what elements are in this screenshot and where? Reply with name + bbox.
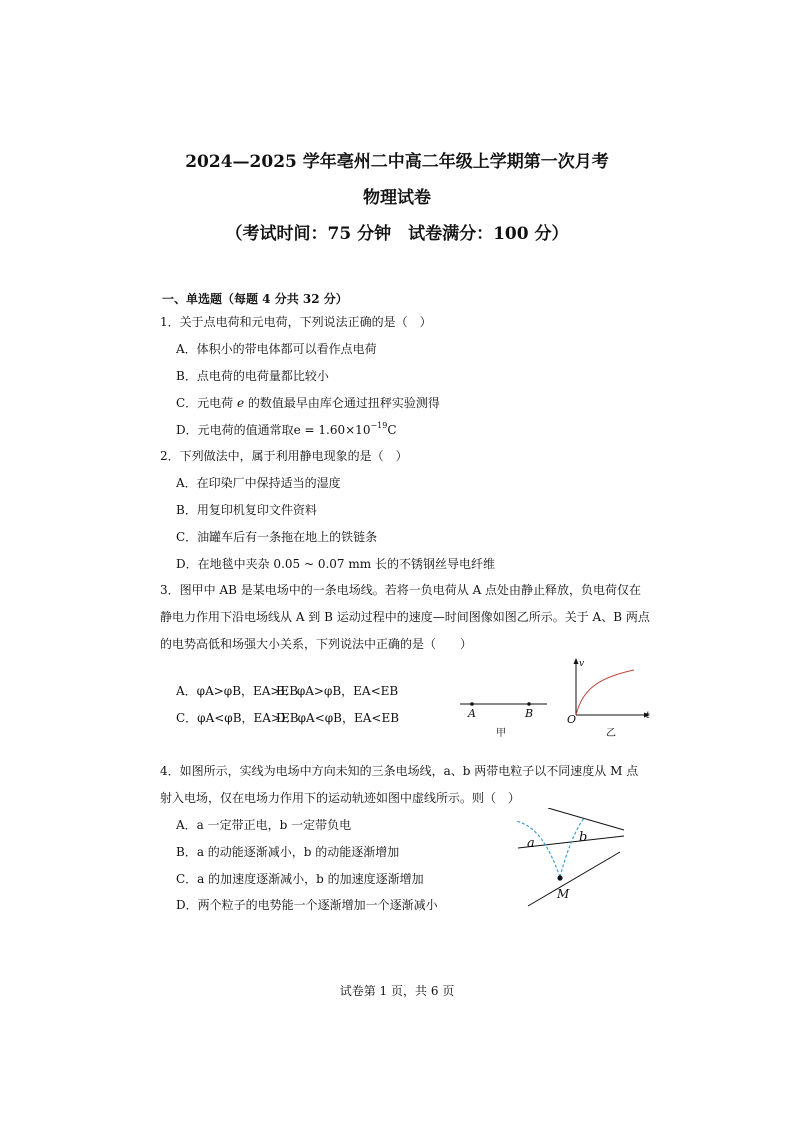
- field-line-top: [548, 808, 624, 830]
- q3-option-b: B．φA>φB，EA<EB: [276, 684, 399, 698]
- fig-yi-caption: 乙: [606, 728, 616, 739]
- q4-figure: [508, 808, 633, 910]
- trajectory-a: [516, 821, 560, 877]
- q4-stem-line2: 射入电场，仅在电场力作用下的运动轨迹如图中虚线所示。则（ ）: [160, 791, 521, 805]
- point-b-label: B: [525, 707, 534, 720]
- q1-option-a: A．体积小的带电体都可以看作点电荷: [176, 342, 377, 356]
- q1-stem: 1．关于点电荷和元电荷，下列说法正确的是（ ）: [160, 315, 432, 329]
- q3-stem-line1: 3．图甲中 AB 是某电场中的一条电场线。若将一负电荷从 A 点处由静止释放，负电荷仅在: [160, 583, 642, 597]
- v-axis-label: v: [579, 659, 585, 669]
- q3-stem-line3: 的电势高低和场强大小关系，下列说法中正确的是（ ）: [160, 637, 473, 651]
- q3-option-a: A．φA>φB，EA>EB: [176, 684, 299, 698]
- v-axis-arrow: [574, 658, 579, 664]
- page-footer: 试卷第 1 页，共 6 页: [339, 984, 455, 998]
- q3-option-c: C．φA<φB，EA>EB: [176, 711, 299, 725]
- q1-option-d: [176, 422, 397, 438]
- q2-option-b: B．用复印机复印文件资料: [176, 503, 317, 517]
- point-a-dot: [470, 702, 474, 706]
- q3-option-d: D．φA<φB，EA<EB: [276, 711, 400, 725]
- q3-figure-jia: [455, 690, 555, 740]
- q2-option-c: C．油罐车后有一条拖在地上的铁链条: [176, 530, 378, 544]
- section-heading: 一、单选题（每题 4 分共 32 分）: [162, 292, 348, 306]
- field-line-bottom: [528, 852, 620, 906]
- q1-option-c-post: 的数值最早由库仑通过扭秤实验测得: [244, 396, 440, 410]
- q2-stem: 2．下列做法中，属于利用静电现象的是（ ）: [160, 449, 408, 463]
- label-a: a: [527, 836, 535, 851]
- q3-stem-line2: 静电力作用下沿电场线从 A 到 B 运动过程中的速度—时间图像如图乙所示。关于 A、B 两点: [160, 610, 650, 624]
- t-axis-label: t: [646, 711, 650, 721]
- q2-option-a: A．在印染厂中保持适当的湿度: [176, 476, 341, 490]
- point-b-dot: [527, 702, 531, 706]
- exam-info: （考试时间：75 分钟 试卷满分：100 分）: [225, 224, 569, 244]
- q1-option-d-pre: D．元电荷的值通常取: [176, 423, 294, 437]
- q1-option-b: B．点电荷的电荷量都比较小: [176, 369, 329, 383]
- q4-option-a: A．a 一定带正电，b 一定带负电: [176, 818, 352, 832]
- q4-stem-line1: 4．如图所示，实线为电场中方向未知的三条电场线，a、b 两带电粒子以不同速度从 M 点: [160, 764, 639, 778]
- q3-figure-yi: [562, 655, 657, 740]
- fig-jia-caption: 甲: [496, 728, 506, 739]
- vt-curve: [576, 670, 634, 715]
- point-m-dot: [557, 875, 562, 880]
- exam-title: 2024—2025 学年亳州二中高二年级上学期第一次月考: [185, 152, 609, 172]
- q2-option-d: D．在地毯中夹杂 0.05 ~ 0.07 mm 长的不锈钢丝导电纤维: [176, 557, 495, 571]
- point-a-label: A: [468, 707, 476, 720]
- q1-option-d-exp: −19: [370, 421, 388, 430]
- origin-label: O: [567, 713, 577, 726]
- label-m: M: [557, 887, 570, 901]
- q4-option-b: B．a 的动能逐渐减小，b 的动能逐渐增加: [176, 845, 400, 859]
- trajectory-b: [560, 818, 584, 877]
- label-b: b: [579, 830, 588, 845]
- subject-title: 物理试卷: [363, 188, 431, 208]
- q1-option-c-pre: C．元电荷: [176, 396, 237, 410]
- q1-option-d-formula: e = 1.60×10: [293, 423, 371, 437]
- q4-option-c: C．a 的加速度逐渐减小，b 的加速度逐渐增加: [176, 872, 424, 886]
- q1-option-c: [176, 395, 440, 411]
- q1-option-c-var: e: [237, 396, 245, 410]
- q4-option-d: D．两个粒子的电势能一个逐渐增加一个逐渐减小: [176, 898, 438, 912]
- q1-option-d-unit: C: [387, 423, 397, 437]
